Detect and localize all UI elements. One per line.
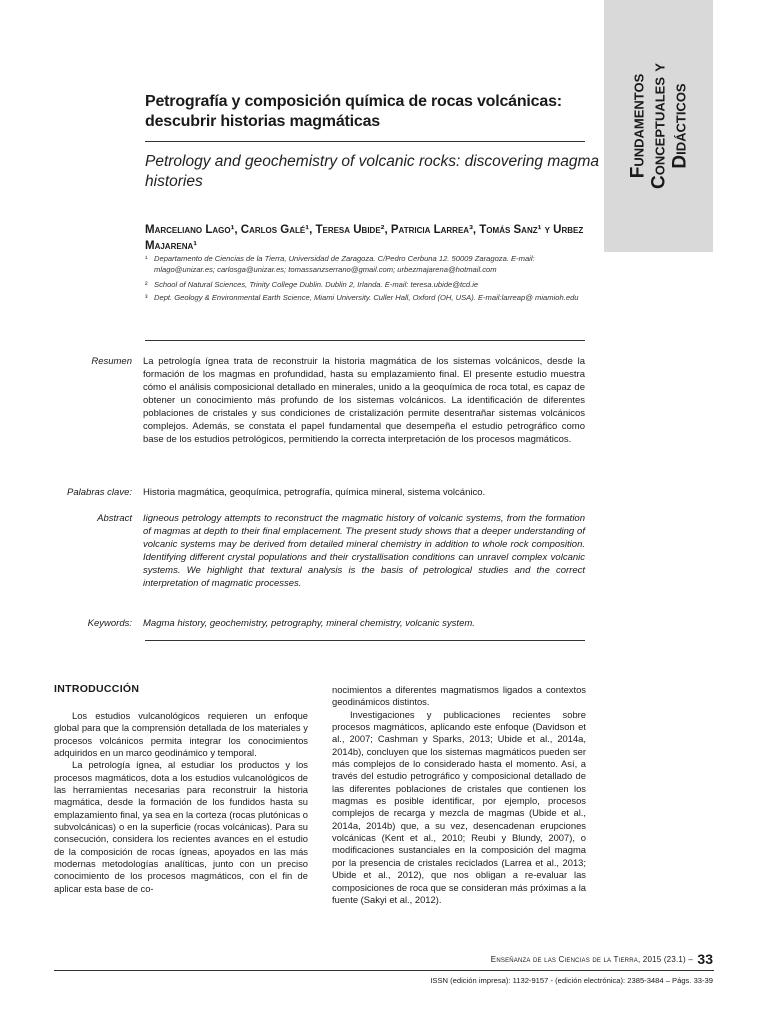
affiliation-text: Departamento de Ciencias de la Tierra, Universidad de Zaragoza. C/Pedro Cerbuna 12. 50009 Zaragoza. E-mail: mlago@unizar.es; carlosga@unizar.es; tomassanzserrano@gmail.com; urbezmajarena@hotmail.com xyxy=(154,254,535,274)
footer-divider xyxy=(54,970,714,971)
palabras-text: Historia magmática, geoquímica, petrografía, química mineral, sistema volcánico. xyxy=(143,487,486,498)
keywords-text: Magma history, geochemistry, petrography, mineral chemistry, volcanic system. xyxy=(143,618,475,629)
title-english: Petrology and geochemistry of volcanic rocks: discovering magma histories xyxy=(145,153,600,190)
journal-name: Enseñanza de las Ciencias de la Tierra, 2015 (23.1) – xyxy=(490,955,693,964)
affiliation-number: ¹ xyxy=(145,254,148,263)
title-spanish: Petrografía y composición química de rocas volcánicas: descubrir historias magmáticas xyxy=(145,93,562,130)
paragraph: Los estudios vulcanológicos requieren un enfoque global para que la comprensión detallada de los materiales y procesos volcánicos permita integrar los conocimientos adquiridos en un marco geodinámico y temporal. xyxy=(54,710,308,759)
affiliation-text: Dept. Geology & Environmental Earth Science, Miami University. Culler Hall, Oxford (OH, USA). E-mail:larreap@ miamioh.edu xyxy=(154,293,579,302)
section-tab-line-3: Didácticos xyxy=(669,83,690,169)
affiliation-number: ² xyxy=(145,280,148,289)
affiliation-1 xyxy=(145,254,585,275)
title-divider xyxy=(145,141,585,142)
abstract-label: Abstract xyxy=(97,513,132,524)
section-tab-line-2: Conceptuales y xyxy=(648,63,669,189)
body-column-left xyxy=(54,710,308,895)
affiliation-3 xyxy=(145,293,585,304)
affiliation-2 xyxy=(145,280,585,291)
abstract-divider xyxy=(145,640,585,641)
section-tab xyxy=(604,0,713,252)
paragraph: nocimientos a diferentes magmatismos ligados a contextos geodinámicos distintos. xyxy=(332,684,586,708)
page-number: 33 xyxy=(697,951,713,967)
affiliation-number: ³ xyxy=(145,293,148,302)
section-tab-line-1: Fundamentos xyxy=(627,73,648,179)
section-tab-label xyxy=(627,63,690,189)
paragraph: Investigaciones y publicaciones recientes sobre procesos magmáticos, aplicando este enfoque (Davidson et al., 2007; Cashman y Sparks, 2013; Ubide et al., 2014a, 2014b), concluyen que los sistemas magmáticos pueden ser más complejos de lo considerado hasta el momento. Así, a través del estudio petrográfico y composicional detallado de las diferentes poblaciones de cristales que contienen los magmas es posible identificar, por ejemplo, procesos complejos de recarga y mezcla de magmas (Ubide et al., 2014a, 2014b) que, a su vez, desencadenan erupciones volcánicas (Kent et al., 2010; Reubi y Blundy, 2007), o modificaciones sustanciales en la composición del magma por la presencia de cristales reciclados (Larrea et al., 2013; Ubide et al., 2012), que nos obligan a re-evaluar las composiciones de roca que se consideran más próximas a la fuente (Sakyi et al., 2012). xyxy=(332,708,586,905)
author-list: Marceliano Lago¹, Carlos Galé¹, Teresa Ubide², Patricia Larrea³, Tomás Sanz¹ y Urbez Majarena¹ xyxy=(145,224,584,252)
body-column-right xyxy=(332,684,586,906)
resumen-label: Resumen xyxy=(91,356,132,367)
abstract-text: Iigneous petrology attempts to reconstruct the magmatic history of volcanic systems, from the formation of magmas at depth to their final emplacement. The present study shows that a deeper understanding of volcanic systems may be derived from detailed mineral chemistry in addition to whole rock composition. Identifying different crystal populations and their crystallisation conditions can unravel complex volcanic systems. We highlight that textural analysis is the basis of petrological studies and the correct interpretation of magmatic processes. xyxy=(143,513,585,589)
section-heading: INTRODUCCIÓN xyxy=(54,683,140,695)
paragraph: La petrología ígnea, al estudiar los productos y los procesos magmáticos, dota a los estudios vulcanológicos de las herramientas necesarias para reconstruir la historia magmática, desde la formación de los fundidos hasta su emplazamiento final, ya sea en la corteza (rocas plutónicas o subvolcánicas) o en la superficie (rocas volcánicas). Para su consecución, considera los recientes avances en el estudio de la composición de rocas ígneas, apoyados en las más modernas metodologías analíticas, junto con un preciso conocimiento de los procesos magmáticos, con el fin de aplicar esta base de co- xyxy=(54,759,308,894)
header-divider xyxy=(145,340,585,341)
palabras-label: Palabras clave: xyxy=(67,487,132,498)
affiliation-text: School of Natural Sciences, Trinity College Dublin. Dublin 2, Irlanda. E-mail: teresa.ubide@tcd.ie xyxy=(154,280,479,289)
resumen-text: La petrología ígnea trata de reconstruir la historia magmática de los sistemas volcánicos, desde la formación de los magmas en profundidad, hasta su emplazamiento final. El presente estudio muestra cómo el análisis composicional detallado en minerales, unido a la geoquímica de roca total, es capaz de obtener un conocimiento más profundo de los sistemas volcánicos. La identificación de diferentes poblaciones de cristales y sus condiciones de cristalización permite desentrañar sistemas volcánicos complejos. Además, se constata el papel fundamental que desempeña el estudio petrográfico como base de los estudios petrológicos, permitiendo la correcta interpretación de los procesos magmáticos. xyxy=(143,356,585,445)
issn-line: ISSN (edición impresa): 1132-9157 - (edición electrónica): 2385-3484 – Págs. 33-39 xyxy=(430,976,713,985)
keywords-label: Keywords: xyxy=(87,618,132,629)
